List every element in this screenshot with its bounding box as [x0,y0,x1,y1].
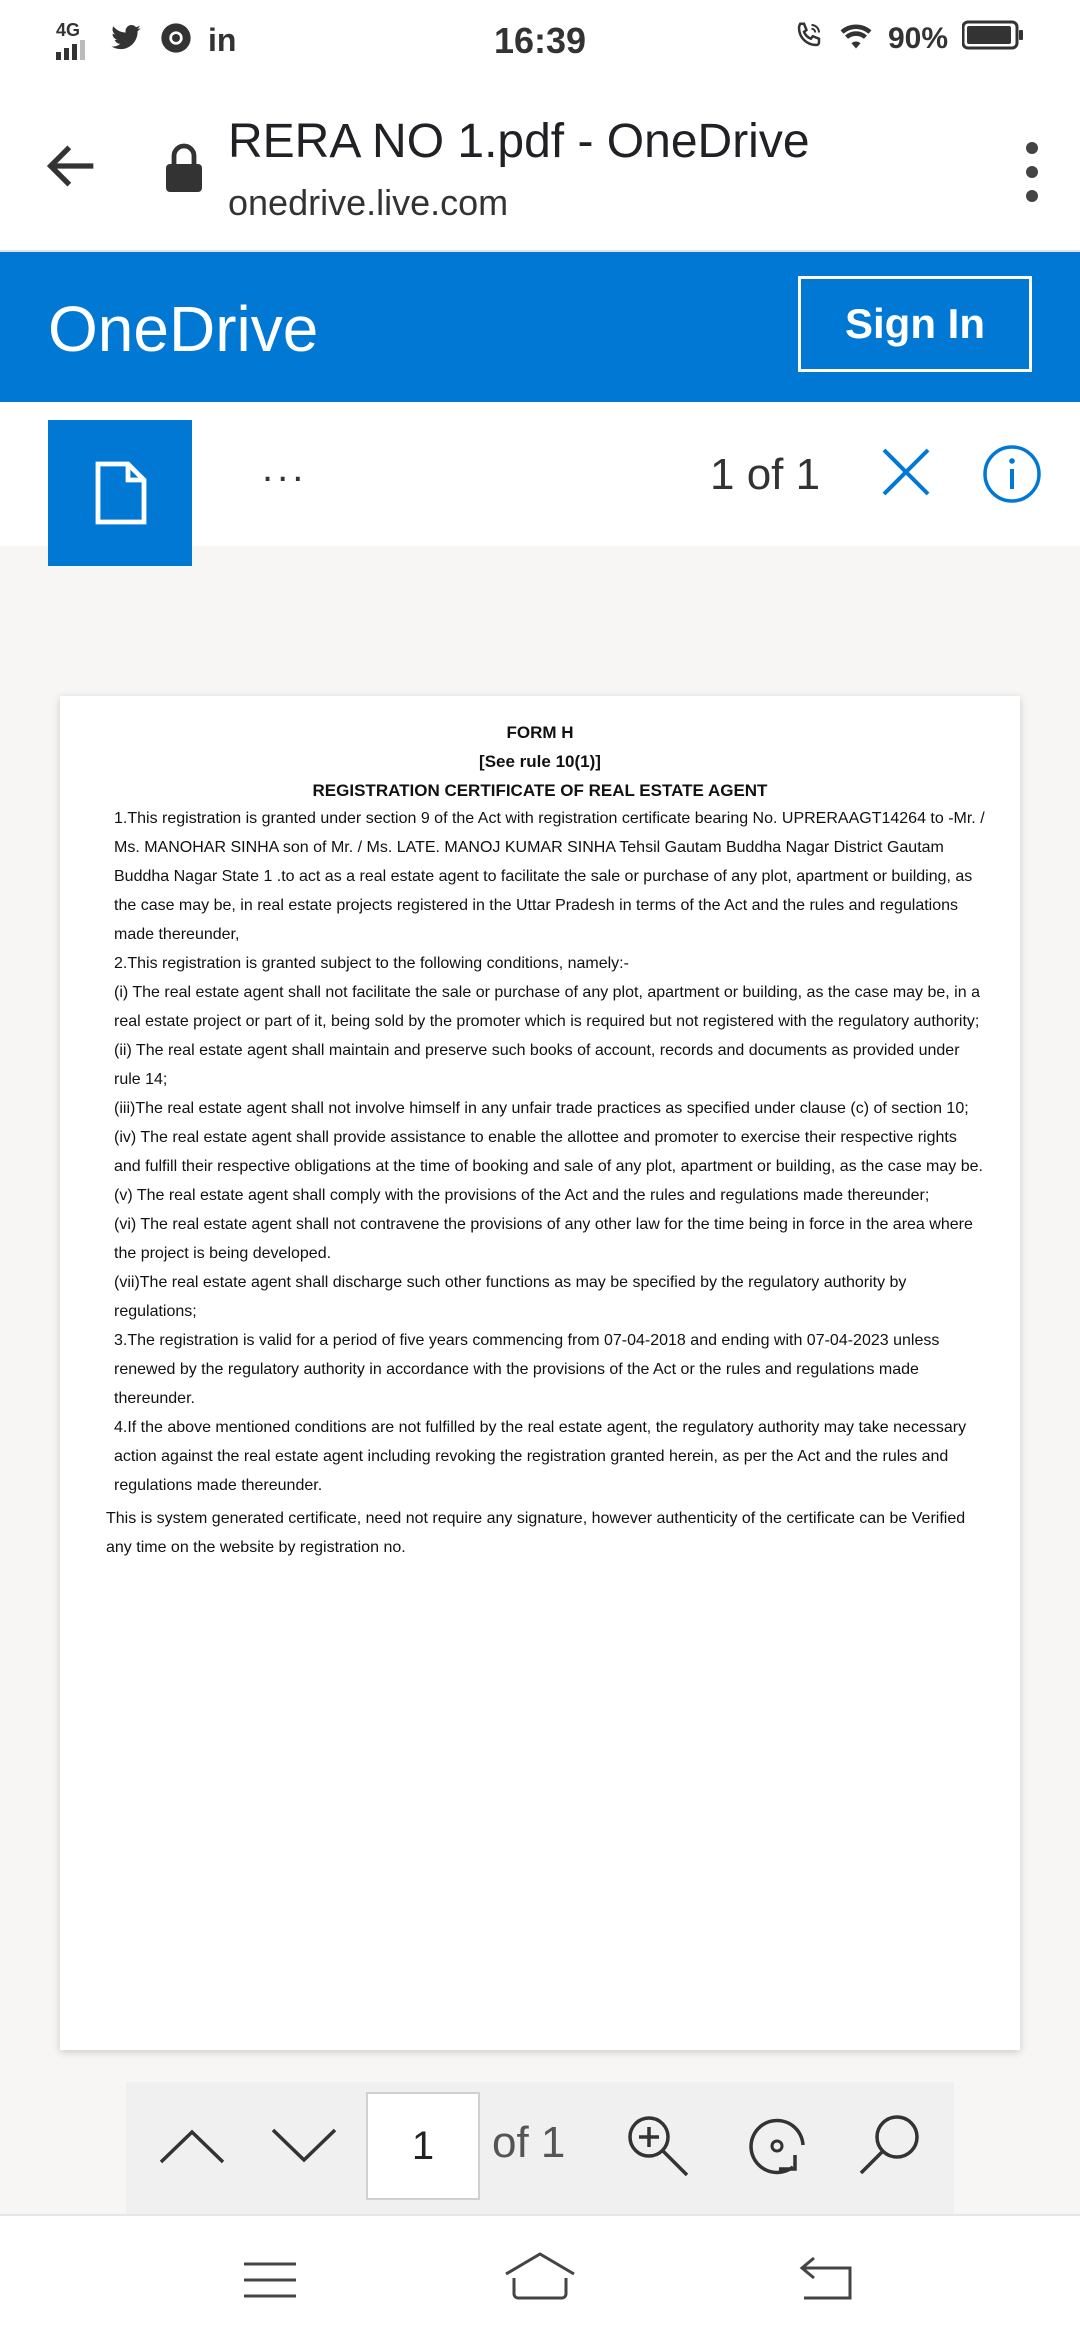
chevron-up-icon[interactable] [150,2104,234,2188]
back-icon[interactable] [790,2244,870,2314]
wifi-call-icon [794,20,824,58]
form-rule: [See rule 10(1)] [479,752,601,771]
form-title: FORM H [506,723,574,742]
onedrive-logo[interactable]: OneDrive [48,293,319,365]
file-tile[interactable] [48,420,192,566]
status-right [794,20,1024,58]
menu-icon[interactable] [240,2244,320,2314]
page-total: of 1 [492,2118,566,2167]
back-arrow-icon[interactable] [40,134,104,198]
chevron-down-icon[interactable] [262,2104,346,2188]
paragraph: 3.The registration is valid for a period of five years commencing from 07-04-2018 and ending with 07-04-2023 unless renewed by the regulatory authority in accordance with the provisions of the Act or the rules and regulations made thereunder. [114,1332,940,1407]
file-icon [94,460,148,531]
wifi-icon [838,20,874,58]
pdf-page [60,696,1020,2050]
status-bar [0,0,1080,84]
onedrive-header [0,252,1080,402]
battery-level: 90% [887,22,948,55]
pdf-toolbar [126,2082,954,2214]
status-time: 16:39 [493,20,587,61]
certificate-heading: REGISTRATION CERTIFICATE OF REAL ESTATE AGENT [312,781,768,800]
zoom-in-icon[interactable] [616,2104,700,2188]
info-icon[interactable] [982,444,1042,504]
home-icon[interactable] [500,2244,580,2314]
paragraph: (vi) The real estate agent shall not contravene the provisions of any other law for the time being in force in the area where the project is being developed. [114,1216,973,1262]
paragraph: 2.This registration is granted subject to the following conditions, namely:- [114,955,629,972]
paragraph: (ii) The real estate agent shall maintain and preserve such books of account, records and documents as provided under rule 14; [114,1042,960,1088]
page-title: RERA NO 1.pdf - OneDrive [228,115,810,168]
linkedin-icon: in [208,21,237,58]
paragraph: (v) The real estate agent shall comply with the provisions of the Act and the rules and regulations made thereunder; [114,1187,930,1204]
viewer-toolbar [0,402,1080,546]
lock-icon[interactable] [164,142,204,194]
search-icon[interactable] [848,2104,932,2188]
battery-icon [962,20,1024,58]
rotate-icon[interactable] [736,2104,820,2188]
more-options-button[interactable]: ... [262,446,308,490]
sign-in-button[interactable]: Sign In [798,276,1032,372]
paragraph: 1.This registration is granted under section 9 of the Act with registration certificate bearing No. UPRERAAGT14264 to -Mr. / Ms. MANOHAR SINHA son of Mr. / Ms. LATE. MANOJ KUMAR SINHA Tehsil Gautam Buddha Nagar District Gautam Buddha Nagar State 1 .to act as a real estate agent to facilitate the sale or purchase of any plot, apartment or building, as the case may be, in real estate projects registered in the Uttar Pradesh in terms of the Act and the rules and regulations made thereunder, [114,810,985,943]
page-count: 1 of 1 [710,450,821,499]
paragraph: (vii)The real estate agent shall discharge such other functions as may be specified by the regulatory authority by regulations; [114,1274,907,1320]
page-url[interactable]: onedrive.live.com [228,182,509,223]
address-bar [0,84,1080,252]
page-number-input[interactable]: 1 [366,2092,480,2200]
more-vert-icon[interactable] [1012,136,1052,208]
paragraph: (iv) The real estate agent shall provide assistance to enable the allottee and promoter to exercise their respective rights and fulfill their respective obligations at the time of booking and sale of any plot, apartment or building, as the case may be. [114,1129,983,1175]
network-label: 4G [56,20,81,40]
close-icon[interactable] [880,446,932,498]
certificate-body [114,804,986,1500]
paragraph: (iii)The real estate agent shall not involve himself in any unfair trade practices as specified under clause (c) of section 10; [114,1100,969,1117]
paragraph: 4.If the above mentioned conditions are not fulfilled by the real estate agent, the regulatory authority may take necessary action against the real estate agent including revoking the registration granted herein, as per the Act and the rules and regulations made thereunder. [114,1419,967,1494]
paragraph: (i) The real estate agent shall not facilitate the sale or purchase of any plot, apartment or building, as the case may be, in a real estate project or part of it, being sold by the promoter which is required but not registered with the regulatory authority; [114,984,980,1030]
system-nav-bar [0,2214,1080,2340]
certificate-footer: This is system generated certificate, need not require any signature, however authenticity of the certificate can be Verified any time on the website by registration no. [106,1510,966,1556]
